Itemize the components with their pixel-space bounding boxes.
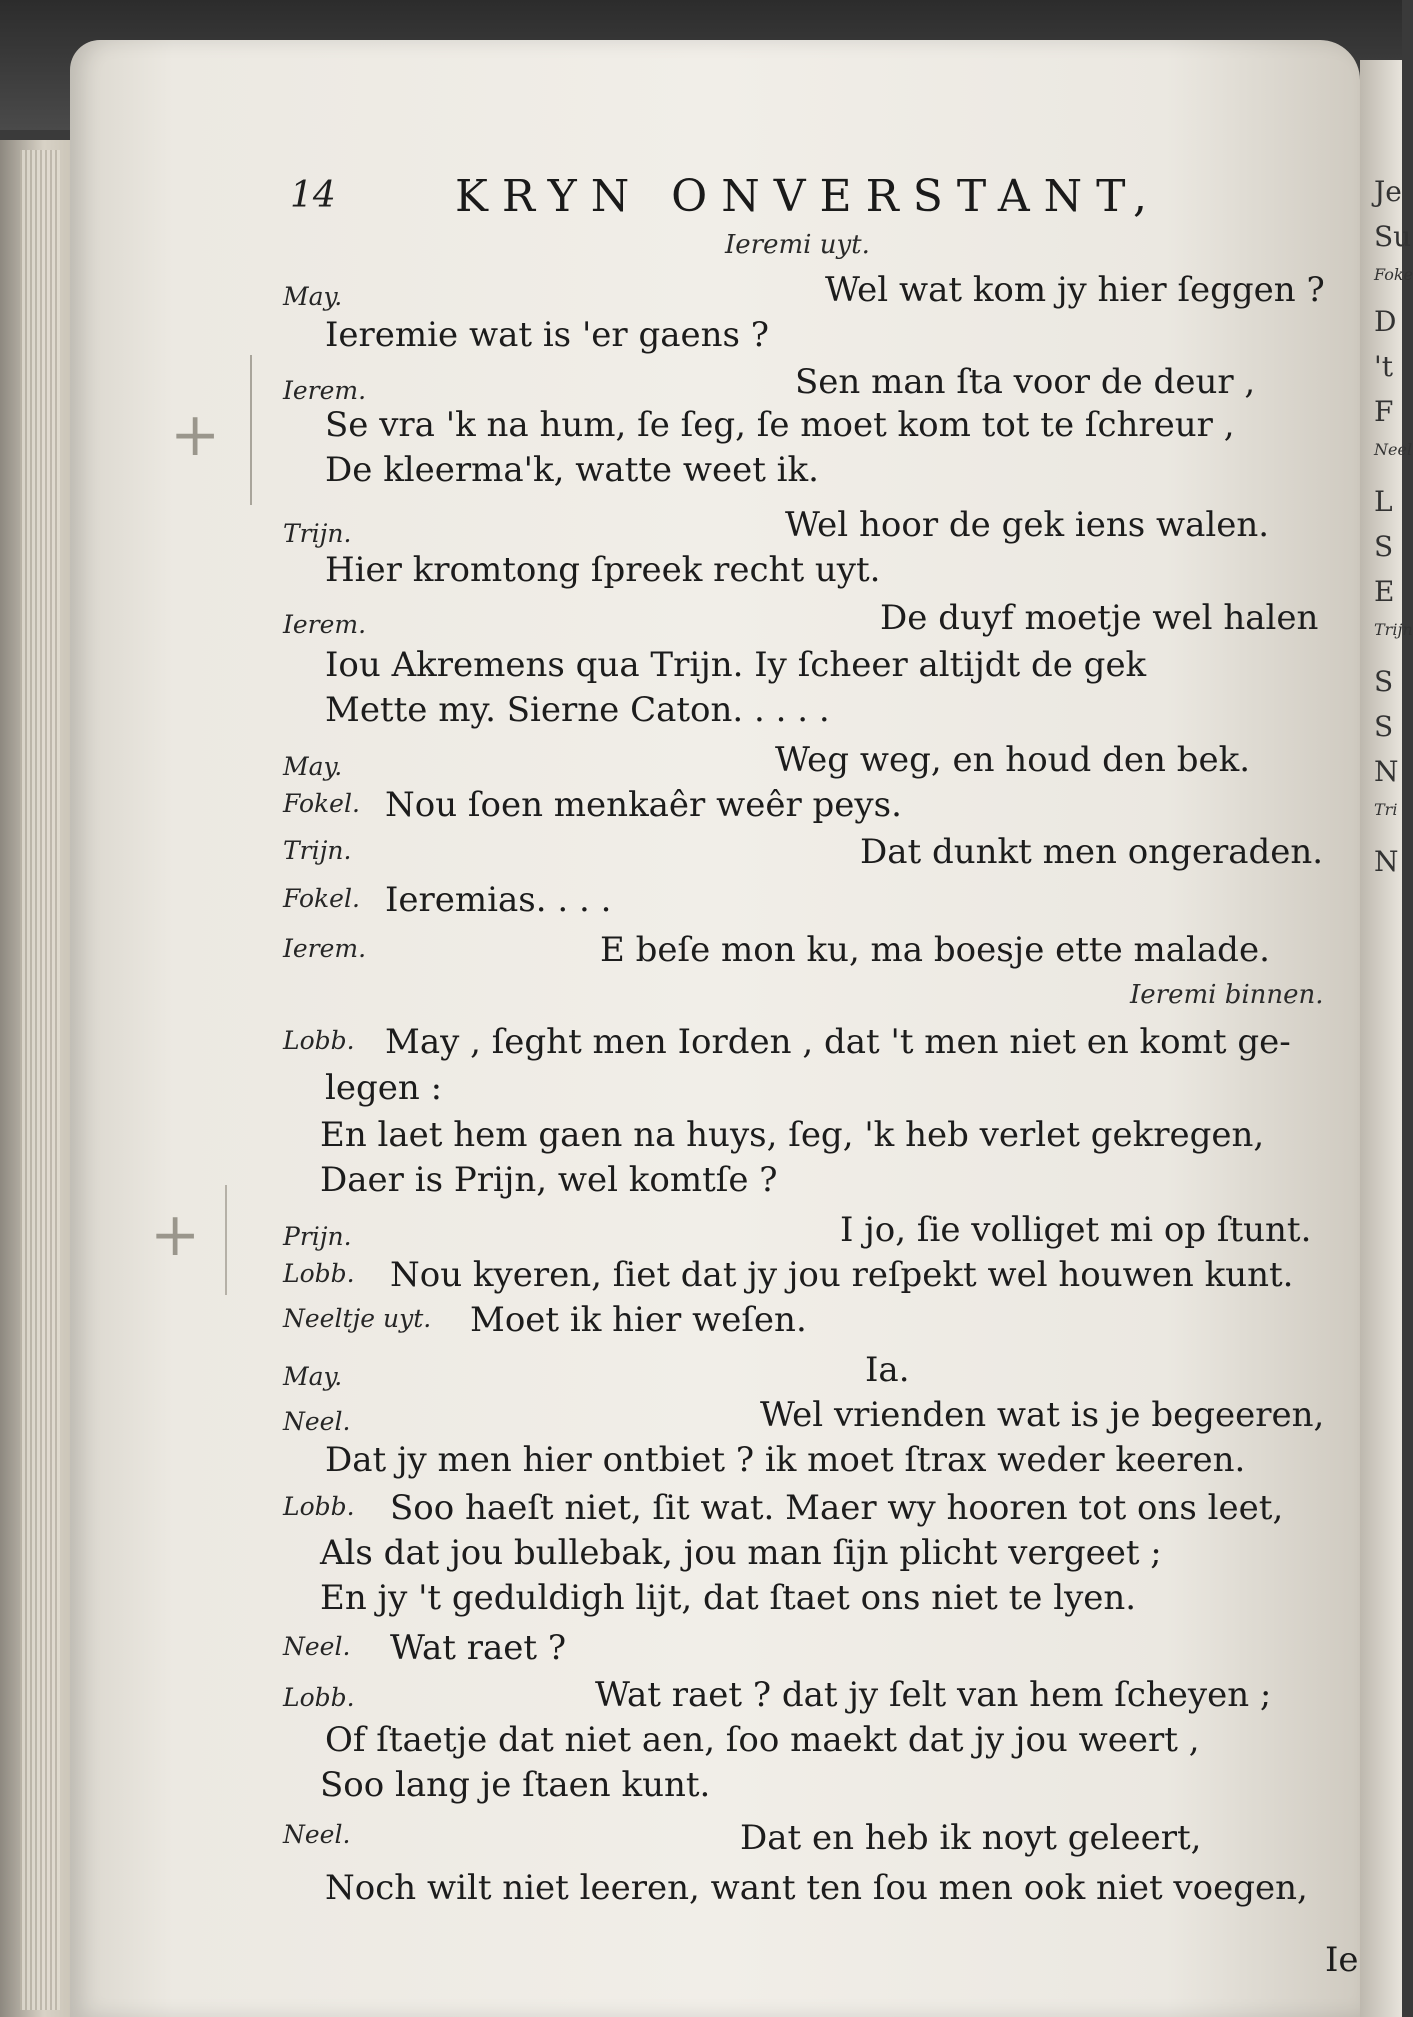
- verse-line: Nou kyeren, ſiet dat jy jou reſpekt wel houwen kunt.: [390, 1255, 1294, 1295]
- verse-line: Daer is Prijn, wel komtſe ?: [320, 1160, 778, 1200]
- speaker-name: Neeltje uyt.: [283, 1304, 432, 1333]
- right-page-fragment: N: [1374, 845, 1399, 878]
- verse-line: Hier kromtong ſpreek recht uyt.: [325, 550, 881, 590]
- stage-direction: Ieremi binnen.: [1130, 980, 1324, 1010]
- verse-line: En jy 't geduldigh lijt, dat ſtaet ons niet te lyen.: [320, 1578, 1137, 1618]
- running-title: KRYN ONVERSTANT,: [455, 171, 1162, 222]
- speaker-name: Neel.: [283, 1632, 351, 1661]
- verse-line: Soo haeſt niet, ſit wat. Maer wy hooren tot ons leet,: [390, 1488, 1284, 1528]
- verse-line: Ieremie wat is 'er gaens ?: [325, 315, 770, 355]
- verse-line: En laet hem gaen na huys, ſeg, 'k heb verlet gekregen,: [320, 1115, 1265, 1155]
- speaker-name: Lobb.: [283, 1026, 355, 1055]
- verse-line: May , ſeght men Iorden , dat 't men niet en komt ge-: [385, 1022, 1291, 1062]
- speaker-name: Ierem.: [283, 610, 367, 639]
- right-page-fragment: D: [1374, 305, 1397, 338]
- speaker-name: Neel.: [283, 1820, 351, 1849]
- verse-line: De kleerma'k, watte weet ik.: [325, 450, 819, 490]
- right-page-edge: [1360, 60, 1413, 2017]
- speaker-name: May.: [283, 752, 343, 781]
- verse-line: Ieremias. . . .: [385, 880, 612, 920]
- right-page-fragment: N: [1374, 755, 1399, 788]
- margin-bracket: [225, 1185, 227, 1295]
- verse-line: Dat en heb ik noyt geleert,: [740, 1818, 1202, 1858]
- speaker-name: Lobb.: [283, 1492, 355, 1521]
- stage-direction: Ieremi uyt.: [725, 230, 870, 260]
- speaker-name: Fokel.: [283, 789, 360, 818]
- verse-line: Als dat jou bullebak, jou man ſijn plicht vergeet ;: [320, 1533, 1162, 1573]
- speaker-name: Trijn.: [283, 836, 352, 865]
- verse-line: Soo lang je ſtaen kunt.: [320, 1765, 711, 1805]
- right-page-fragment: Neel: [1374, 440, 1413, 459]
- verse-line: I jo, ſie volliget mi op ſtunt.: [840, 1210, 1312, 1250]
- right-page-fragment: Foke: [1374, 265, 1413, 284]
- verse-line: Wel hoor de gek iens walen.: [785, 505, 1270, 545]
- verse-line: Wel vrienden wat is je begeeren,: [760, 1395, 1325, 1435]
- right-page-fragment: S: [1374, 665, 1394, 698]
- right-page-fragment: F: [1374, 395, 1394, 428]
- verse-line: Wat raet ?: [390, 1628, 567, 1668]
- margin-plus-mark: +: [170, 400, 221, 470]
- speaker-name: Trijn.: [283, 519, 352, 548]
- verse-line: Noch wilt niet leeren, want ten ſou men ook niet voegen,: [325, 1868, 1308, 1908]
- verse-line: Ia.: [865, 1350, 910, 1390]
- speaker-name: May.: [283, 282, 343, 311]
- verse-line: Wel wat kom jy hier ſeggen ?: [825, 270, 1325, 310]
- margin-plus-mark: +: [150, 1200, 201, 1270]
- right-page-fragment: Tri: [1374, 800, 1398, 819]
- right-page-fragment: S: [1374, 530, 1394, 563]
- verse-line: E beſe mon ku, ma boesje ette malade.: [600, 930, 1270, 970]
- verse-line: Dat dunkt men ongeraden.: [860, 832, 1324, 872]
- speaker-name: Neel.: [283, 1407, 351, 1436]
- page-number: 14: [290, 175, 336, 216]
- margin-bracket: [250, 355, 252, 505]
- running-head: [0, 171, 1402, 225]
- verse-line: Dat jy men hier ontbiet ? ik moet ſtrax weder keeren.: [325, 1440, 1246, 1480]
- page-edges: [20, 150, 60, 2010]
- verse-line: Of ſtaetje dat niet aen, ſoo maekt dat jy jou weert ,: [325, 1720, 1200, 1760]
- speaker-name: Ierem.: [283, 376, 367, 405]
- right-page-fragment: E: [1374, 575, 1395, 608]
- verse-line: De duyf moetje wel halen: [880, 598, 1319, 638]
- right-page-fragment: L: [1374, 485, 1393, 518]
- verse-line: Mette my. Sierne Caton. . . . .: [325, 690, 830, 730]
- speaker-name: Prijn.: [283, 1222, 352, 1251]
- right-page-fragment: Trijn: [1374, 620, 1413, 639]
- speaker-name: May.: [283, 1362, 343, 1391]
- verse-line: Weg weg, en houd den bek.: [775, 740, 1251, 780]
- speaker-name: Lobb.: [283, 1683, 355, 1712]
- verse-line: Iou Akremens qua Trijn. Iy ſcheer altijdt de gek: [325, 645, 1147, 685]
- speaker-name: Fokel.: [283, 884, 360, 913]
- right-page-fragment: S: [1374, 710, 1394, 743]
- speaker-name: Ierem.: [283, 934, 367, 963]
- right-page-fragment: 't: [1374, 350, 1393, 383]
- right-page-fragment: Je: [1374, 175, 1402, 208]
- verse-line: legen :: [325, 1068, 443, 1108]
- verse-line: Wat raet ? dat jy ſelt van hem ſcheyen ;: [595, 1675, 1272, 1715]
- catchword: Ie: [1325, 1940, 1359, 1980]
- verse-line: Moet ik hier weſen.: [470, 1300, 807, 1340]
- verse-line: Nou ſoen menkaêr weêr peys.: [385, 785, 902, 825]
- right-page-fragment: Su: [1374, 220, 1412, 253]
- verse-line: Sen man ſta voor de deur ,: [795, 362, 1256, 402]
- verse-line: Se vra 'k na hum, ſe ſeg, ſe moet kom tot te ſchreur ,: [325, 405, 1235, 445]
- speaker-name: Lobb.: [283, 1259, 355, 1288]
